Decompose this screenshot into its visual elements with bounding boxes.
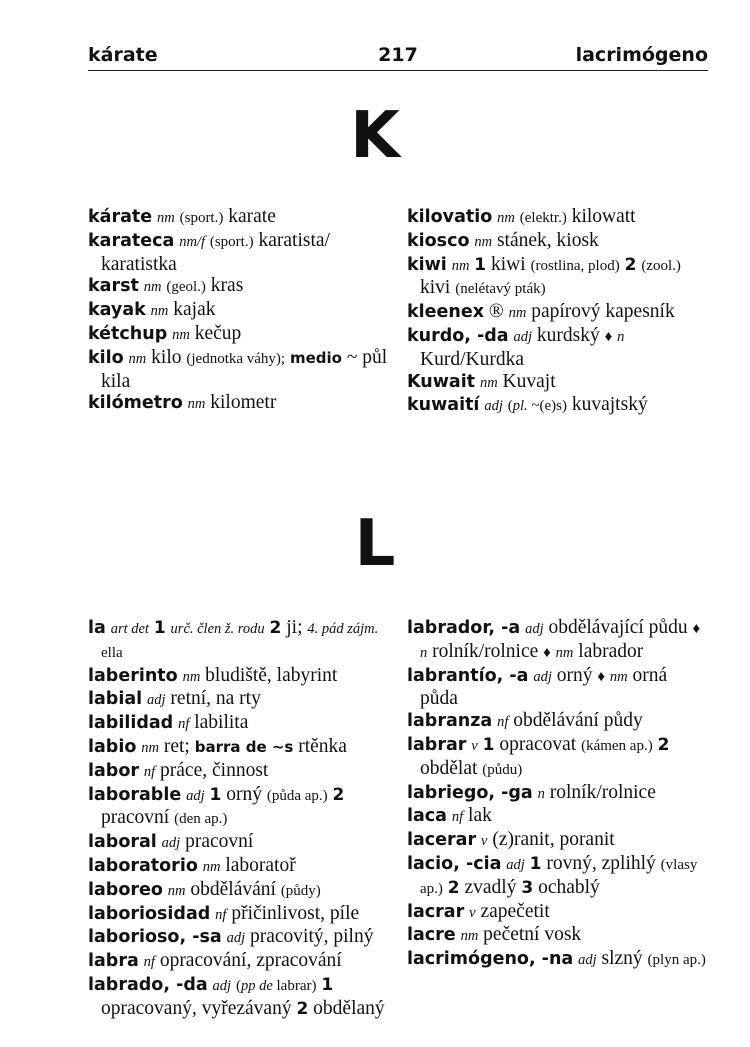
headword: lacrimógeno, -na <box>407 949 574 970</box>
translation-text: zapečetit <box>475 900 550 922</box>
sense-number: 1 <box>321 974 334 995</box>
headword: kayak <box>88 300 146 321</box>
gloss-note: (půdu) <box>482 761 523 778</box>
grammar-label: art det <box>110 621 149 637</box>
translation-text: karate <box>223 206 276 227</box>
translation-text: kilowatt <box>566 206 636 227</box>
header-last-word: lacrimógeno <box>575 44 708 66</box>
dictionary-entry <box>407 394 707 418</box>
sense-number: 3 <box>521 877 534 898</box>
headword: labrador, -a <box>407 618 521 638</box>
l-column-left <box>88 617 388 1021</box>
headword: kuwaití <box>407 395 480 416</box>
headword: labriego, -ga <box>407 782 533 803</box>
translation-text: rovný, zplihlý <box>541 852 661 874</box>
translation-text: slzný <box>596 948 648 970</box>
translation-text: Kuvajt <box>497 370 556 392</box>
headword: lacre <box>407 925 456 946</box>
grammar-label: nf <box>143 763 156 780</box>
grammar-label: n <box>420 644 428 661</box>
dictionary-entry <box>407 665 707 711</box>
translation-text: kuvajtský <box>566 394 648 416</box>
grammar-label: v <box>469 904 476 921</box>
grammar-label: nm <box>187 396 206 413</box>
dictionary-entry <box>88 926 388 950</box>
grammar-label: adj <box>226 930 246 947</box>
grammar-label: nm <box>609 668 628 685</box>
dictionary-entry <box>88 230 398 276</box>
translation-text: ochablý <box>533 876 600 898</box>
translation-text: ® <box>484 301 509 323</box>
dictionary-entry <box>88 617 388 665</box>
gloss-note: ( <box>235 977 241 994</box>
dictionary-entry <box>88 712 388 736</box>
dictionary-entry <box>88 760 388 784</box>
translation-text: kečup <box>189 322 242 344</box>
grammar-label: n <box>617 328 625 345</box>
gloss-note: (elektr.) <box>519 210 567 226</box>
translation-text: rolník/rolnice <box>427 640 544 662</box>
translation-text: stánek, kiosk <box>492 229 599 251</box>
grammar-label: adj <box>506 856 525 873</box>
dictionary-entry <box>88 784 388 832</box>
headword: kurdo, -da <box>407 325 509 346</box>
grammar-label: nm <box>555 644 574 661</box>
dictionary-entry <box>88 323 398 347</box>
translation-text: přičinlivost, píle <box>226 902 360 924</box>
dictionary-entry <box>88 688 388 712</box>
headword: laboriosidad <box>88 903 211 924</box>
translation-text: labrador <box>573 640 644 662</box>
headword: kilómetro <box>88 393 183 414</box>
gloss-note: ~(e)s) <box>527 398 567 415</box>
dictionary-entry <box>407 371 707 395</box>
dictionary-entry <box>407 230 707 254</box>
header-first-word: kárate <box>88 44 158 66</box>
grammar-label: nf <box>451 809 464 826</box>
dictionary-entry <box>88 665 388 689</box>
gloss-note: (půda ap.) <box>266 787 328 804</box>
translation-text: kras <box>205 275 244 297</box>
translation-text: obdělávající půdu <box>543 617 693 638</box>
gloss-note: (zool.) <box>641 257 681 274</box>
dictionary-entry <box>88 736 388 760</box>
headword: kilovatio <box>407 207 493 227</box>
grammar-label: nm <box>150 303 169 320</box>
translation-text: kilometr <box>205 392 277 414</box>
sense-number: 1 <box>153 618 166 638</box>
dictionary-entry <box>88 392 398 416</box>
translation-text: zvadlý <box>459 876 522 898</box>
grammar-label: nf <box>178 716 190 733</box>
grammar-label: nf <box>497 714 509 731</box>
translation-text: kurdský <box>532 324 605 346</box>
dictionary-entry <box>88 206 398 230</box>
headword: labra <box>88 951 139 972</box>
dictionary-entry <box>407 782 707 806</box>
headword: kilo <box>88 347 124 368</box>
gloss-note: ( <box>507 398 513 415</box>
sense-number: 1 <box>482 734 495 755</box>
grammar-label: adj <box>578 952 597 969</box>
translation-text: ~ půl kila <box>101 346 388 392</box>
translation-text: bludiště, labyrint <box>200 664 338 686</box>
headword: laboral <box>88 832 157 853</box>
grammar-label: 4. pád zájm. <box>307 621 379 637</box>
headword: karateca <box>88 230 175 251</box>
dictionary-entry <box>407 853 707 901</box>
translation-text: pracovní <box>180 831 254 853</box>
dictionary-entry <box>407 829 707 853</box>
gloss-note: labrar) <box>272 977 317 994</box>
headword: kárate <box>88 207 153 227</box>
headword: labio <box>88 736 137 757</box>
gloss-note: ella <box>101 644 123 661</box>
headword: labrantío, -a <box>407 665 529 686</box>
translation-text: pracovní <box>101 807 175 829</box>
dictionary-entry <box>407 325 707 371</box>
gloss-note: (sport.) <box>179 210 224 226</box>
headword: kiwi <box>407 254 447 275</box>
translation-text: kiwi <box>486 253 531 275</box>
gloss-note: (sport.) <box>209 233 254 250</box>
headword: laberinto <box>88 665 178 686</box>
grammar-label: n <box>537 785 545 802</box>
running-header <box>88 42 708 71</box>
translation-text: kilo <box>146 346 187 368</box>
grammar-label: nf <box>143 954 155 971</box>
translation-text: pečetní vosk <box>478 924 582 946</box>
grammar-label: adj <box>513 328 533 345</box>
dictionary-entry <box>88 831 388 855</box>
gloss-note: (půdy) <box>280 882 321 899</box>
headword: lacerar <box>407 830 477 851</box>
headword: laborable <box>88 784 182 805</box>
dictionary-entry <box>407 734 707 782</box>
headword: kiosco <box>407 230 470 251</box>
sense-number: 1 <box>474 254 487 275</box>
sense-number: 2 <box>447 877 460 898</box>
k-column-left <box>88 206 398 416</box>
grammar-label: adj <box>525 621 544 637</box>
headword: labilidad <box>88 713 174 734</box>
dictionary-entry <box>407 901 707 925</box>
phrase: barra de ~s <box>194 737 294 756</box>
translation-text: obdělat <box>420 757 483 779</box>
grammar-label: v <box>471 737 478 754</box>
dictionary-entry <box>407 254 707 302</box>
sense-number: 2 <box>332 784 345 805</box>
headword: lacrar <box>407 901 465 922</box>
grammar-label: nm <box>143 279 162 296</box>
headword: la <box>88 618 106 638</box>
translation-text: ret; <box>158 735 195 757</box>
grammar-label: adj <box>533 668 552 685</box>
sense-number: 1 <box>209 784 222 805</box>
grammar-label: nm <box>157 210 175 226</box>
grammar-label: nm <box>497 210 515 226</box>
gloss-note: (rostlina, plod) <box>530 257 620 274</box>
translation-text: retní, na rty <box>165 688 261 710</box>
diamond-icon: ♦ <box>543 644 551 661</box>
grammar-label: adj <box>161 835 181 852</box>
gloss-note: (nelétavý pták) <box>455 281 546 298</box>
dictionary-entry <box>407 948 707 972</box>
headword: karst <box>88 276 139 297</box>
translation-text: kivi <box>420 277 456 299</box>
gloss-note: (vlasy ap.) <box>420 856 698 897</box>
grammar-label: nm <box>451 257 470 274</box>
translation-text: obdělávání půdy <box>508 710 643 732</box>
dictionary-entry <box>88 903 388 927</box>
grammar-label: nm <box>182 668 201 685</box>
grammar-label: nm/f <box>179 233 205 250</box>
translation-text: papírový kapesník <box>526 301 675 323</box>
headword: laca <box>407 806 447 827</box>
translation-text: kajak <box>168 299 216 321</box>
l-column-right <box>407 617 707 972</box>
sense-number: 2 <box>269 618 282 638</box>
dictionary-entry <box>407 924 707 948</box>
headword: laboratorio <box>88 855 198 876</box>
grammar-label: adj <box>186 787 205 804</box>
grammar-label: pp de <box>240 977 273 994</box>
headword: labial <box>88 689 143 710</box>
headword: Kuwait <box>407 371 476 392</box>
diamond-icon: ♦ <box>692 621 701 637</box>
grammar-label: nm <box>141 739 159 756</box>
grammar-label: nm <box>128 350 147 367</box>
sense-number: 2 <box>624 254 637 275</box>
diamond-icon: ♦ <box>597 668 605 685</box>
grammar-label: adj <box>484 398 503 415</box>
grammar-label: adj <box>212 977 232 994</box>
sense-number: 1 <box>529 853 542 874</box>
dictionary-entry <box>88 879 388 903</box>
dictionary-entry <box>407 710 707 734</box>
dictionary-entry <box>88 299 398 323</box>
translation-text: orný <box>551 664 598 686</box>
translation-text: orná půda <box>420 664 668 710</box>
headword: labor <box>88 760 139 781</box>
diamond-icon: ♦ <box>604 328 613 345</box>
dictionary-entry <box>88 855 388 879</box>
dictionary-entry <box>407 206 707 230</box>
translation-text: karatista/ karatistka <box>101 229 330 275</box>
grammar-label: nm <box>460 928 479 945</box>
translation-text: laboratoř <box>220 854 296 876</box>
headword: labranza <box>407 711 493 732</box>
grammar-label: nm <box>167 882 186 899</box>
translation-text: (z)ranit, poranit <box>487 829 615 851</box>
grammar-label: v <box>481 833 488 850</box>
sense-number: 2 <box>296 998 309 1019</box>
translation-text: rtěnka <box>293 735 347 757</box>
grammar-label: nm <box>172 326 190 343</box>
page-number: 217 <box>378 44 418 66</box>
dictionary-entry <box>88 275 398 299</box>
translation-text: labilita <box>189 712 249 734</box>
headword: kleenex <box>407 302 484 323</box>
dictionary-entry <box>88 974 388 1021</box>
gloss-note: (den ap.) <box>174 811 228 828</box>
dictionary-entry <box>407 805 707 829</box>
translation-text: obdělaný <box>308 997 385 1019</box>
section-letter-l: L <box>354 507 396 581</box>
grammar-label: nm <box>474 233 493 250</box>
translation-text: pracovitý, pilný <box>245 926 374 948</box>
headword: labrar <box>407 734 467 755</box>
headword: labrado, -da <box>88 974 208 995</box>
grammar-label: nm <box>479 374 498 391</box>
grammar-label: nm <box>508 305 527 322</box>
translation-text: obdělávání <box>185 878 281 900</box>
translation-text: lak <box>463 805 492 827</box>
translation-text: Kurd/Kurdka <box>420 348 524 370</box>
gloss-note: (geol.) <box>166 279 206 296</box>
section-letter-k: K <box>350 99 400 173</box>
dictionary-entry <box>407 617 707 665</box>
translation-text: opracovaný, vyřezávaný <box>101 997 297 1019</box>
translation-text: opracování, zpracování <box>154 950 342 972</box>
grammar-label: nm <box>202 858 221 875</box>
translation-text: orný <box>221 783 267 805</box>
headword: kétchup <box>88 323 168 344</box>
translation-text: práce, činnost <box>155 759 269 781</box>
gloss-note: (plyn ap.) <box>647 952 706 969</box>
k-column-right <box>407 206 707 418</box>
headword: lacio, -cia <box>407 853 502 874</box>
gloss-note: (kámen ap.) <box>581 737 653 754</box>
dictionary-entry <box>88 950 388 974</box>
headword: laborioso, -sa <box>88 927 222 948</box>
grammar-label: pl. <box>512 398 528 415</box>
gloss-note: (jednotka váhy); <box>186 350 286 367</box>
grammar-label: urč. člen ž. rodu <box>170 621 265 637</box>
grammar-label: adj <box>147 692 166 709</box>
sense-number: 2 <box>657 734 670 755</box>
dictionary-entry <box>407 301 707 325</box>
phrase: medio <box>289 348 342 367</box>
translation-text: rolník/rolnice <box>544 781 656 803</box>
translation-text: ji; <box>281 617 308 638</box>
headword: laboreo <box>88 879 163 900</box>
translation-text: opracovat <box>494 733 582 755</box>
grammar-label: nf <box>215 906 227 923</box>
dictionary-entry <box>88 347 398 393</box>
